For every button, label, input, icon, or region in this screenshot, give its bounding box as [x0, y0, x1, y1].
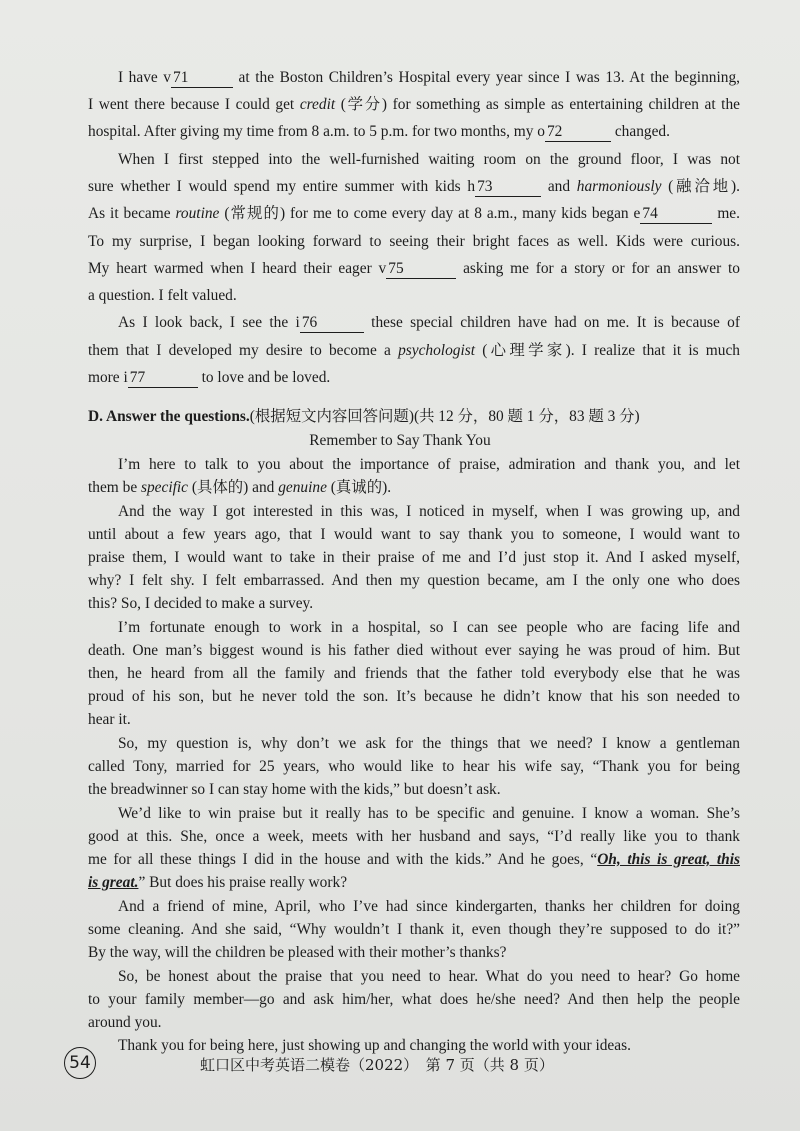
- passage-title: Remember to Say Thank You: [309, 432, 491, 449]
- page-number-badge: 54: [64, 1047, 96, 1079]
- blank-75[interactable]: 75: [386, 260, 456, 279]
- passage-c-line: sure whether I would spend my entire summer with kids h 73 and harmoniously (融洽地).: [88, 178, 740, 195]
- underlined-quote: Oh, this is great, this: [597, 851, 740, 868]
- passage-d-line: until about a few years ago, that I would want to say thank you to someone, I would want to: [88, 526, 740, 543]
- passage-c-line: more i 77 to love and be loved.: [88, 369, 331, 386]
- passage-d-line: why? I felt shy. I felt embarrassed. And then my question became, am I the only one who does: [88, 572, 740, 589]
- passage-d-line: And the way I got interested in this was, I noticed in myself, when I was growing up, and: [118, 503, 740, 520]
- passage-c-line: I went there because I could get credit (学分) for something as simple as entertaining children at the: [88, 96, 740, 113]
- passage-d-line: around you.: [88, 1014, 162, 1031]
- passage-c-line: My heart warmed when I heard their eager v 75 asking me for a story or for an answer to: [88, 260, 740, 277]
- passage-d-line: We’d like to win praise but it really has to be specific and genuine. I know a woman. She’s: [118, 805, 740, 822]
- passage-c-line: hospital. After giving my time from 8 a.m. to 5 p.m. for two months, my o 72 changed.: [88, 123, 670, 140]
- passage-c-line: As it became routine (常规的) for me to come every day at 8 a.m., many kids began e 74 me.: [88, 205, 740, 222]
- passage-d-line: some cleaning. And she said, “Why wouldn’t I thank it, even though they’re supposed to do it?”: [88, 921, 740, 938]
- passage-d-line: praise them, I would want to take in their praise of me and I’d just stop it. And I asked myself,: [88, 549, 740, 566]
- passage-c-line: them that I developed my desire to become a psychologist (心理学家). I realize that it is much: [88, 342, 740, 359]
- passage-d-line: then, he heard from all the family and friends that the father told everybody else that he was: [88, 665, 740, 682]
- passage-d-line: called Tony, married for 25 years, who would like to hear his wife say, “Thank you for being: [88, 758, 740, 775]
- passage-d-line: proud of his son, but he never told the son. It’s because he didn’t know that his son needed to: [88, 688, 740, 705]
- passage-d-line: And a friend of mine, April, who I’ve had since kindergarten, thanks her children for doing: [118, 898, 740, 915]
- passage-c-line: I have v 71 at the Boston Children’s Hospital every year since I was 13. At the beginning,: [118, 69, 740, 86]
- passage-d-line: good at this. She, once a week, meets with her husband and says, “I’d really like you to thank: [88, 828, 740, 845]
- passage-d-line: me for all these things I did in the house and with the kids.” And he goes, “Oh, this is great, this: [88, 851, 740, 868]
- blank-77[interactable]: 77: [128, 369, 198, 388]
- blank-74[interactable]: 74: [640, 205, 712, 224]
- passage-c-line: As I look back, I see the i 76 these special children have had on me. It is because of: [118, 314, 740, 331]
- passage-d-line: So, be honest about the praise that you need to hear. What do you need to hear? Go home: [118, 968, 740, 985]
- blank-72[interactable]: 72: [545, 123, 611, 142]
- passage-d-line: the breadwinner so I can stay home with the kids,” but doesn’t ask.: [88, 781, 501, 798]
- passage-d-line: them be specific (具体的) and genuine (真诚的).: [88, 479, 392, 496]
- blank-76[interactable]: 76: [300, 314, 364, 333]
- passage-d-line: is great.” But does his praise really work?: [88, 874, 348, 891]
- passage-d-line: death. One man’s biggest wound is his father died without ever saying he was proud of him. But: [88, 642, 740, 659]
- underlined-quote: is great.: [88, 874, 139, 891]
- passage-d-line: So, my question is, why don’t we ask for the things that we need? I know a gentleman: [118, 735, 740, 752]
- passage-d-line: I’m fortunate enough to work in a hospital, so I can see people who are facing life and: [118, 619, 740, 636]
- passage-d-line: this? So, I decided to make a survey.: [88, 595, 314, 612]
- blank-71[interactable]: 71: [171, 69, 233, 88]
- blank-73[interactable]: 73: [475, 178, 541, 197]
- passage-c-line: When I first stepped into the well-furnished waiting room on the ground floor, I was not: [118, 151, 740, 168]
- passage-d-line: hear it.: [88, 711, 131, 728]
- passage-c-line: a question. I felt valued.: [88, 287, 237, 304]
- passage-c-line: To my surprise, I began looking forward to seeing their bright faces as well. Kids were curious.: [88, 233, 740, 250]
- passage-d-line: to your family member—go and ask him/her, what does he/she need? And then help the people: [88, 991, 740, 1008]
- passage-d-line: I’m here to talk to you about the importance of praise, admiration and thank you, and let: [118, 456, 740, 473]
- passage-d-line: By the way, will the children be pleased with their mother’s thanks?: [88, 944, 507, 961]
- section-d-heading: D. Answer the questions.(根据短文内容回答问题)(共 12 分，80 题 1 分，83 题 3 分): [88, 408, 640, 425]
- footer-text: 虹口区中考英语二模卷（2022） 第 7 页（共 8 页）: [200, 1056, 554, 1074]
- passage-d-line: Thank you for being here, just showing up and changing the world with your ideas.: [118, 1037, 631, 1054]
